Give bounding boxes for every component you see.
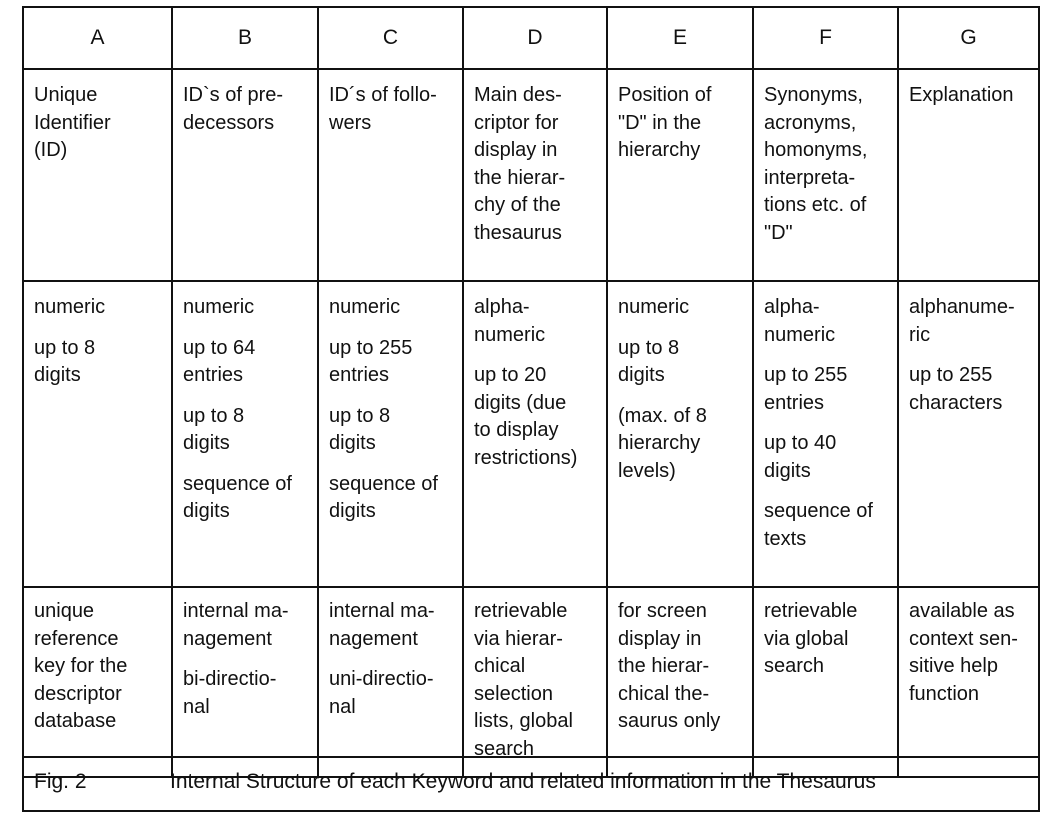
cell-line: digits (due [474, 391, 567, 414]
cell-line: up to 255 [329, 336, 413, 359]
cell-line: digits [329, 432, 376, 454]
table-cell-f [753, 69, 898, 281]
table-cell-c [318, 69, 463, 281]
cell-line: hierarchy [618, 139, 701, 161]
figure-number: Fig. 2 [34, 770, 87, 793]
cell-line: alpha- [474, 296, 530, 318]
cell-line: alphanume- [909, 296, 1015, 318]
cell-line: nagement [183, 627, 272, 650]
table-cell-a [24, 281, 172, 587]
cell-line: digits [329, 500, 376, 522]
cell-line: nagement [329, 627, 418, 650]
table-cell-c [318, 281, 463, 587]
cell-line: display in [618, 627, 702, 650]
cell-line: numeric [183, 296, 255, 318]
figure-caption-text: Internal Structure of each Keyword and related information in the Thesaurus [170, 770, 876, 793]
column-header-b: B [172, 8, 318, 69]
cell-line: context sen- [909, 627, 1018, 650]
cell-line: digits [34, 364, 81, 386]
cell-line: interpreta- [764, 166, 856, 189]
cell-line: up to 255 [764, 364, 848, 386]
column-header-a: A [24, 8, 172, 69]
table-cell-b [172, 69, 318, 281]
cell-line: retrievable [474, 600, 568, 622]
cell-line: Unique [34, 84, 98, 106]
cell-line: up to 8 [34, 336, 96, 359]
cell-line: available as [909, 600, 1015, 622]
cell-line: numeric [34, 296, 106, 318]
column-header-row [24, 8, 1038, 69]
cell-line: entries [183, 364, 244, 386]
cell-line: database [34, 710, 117, 732]
cell-line: chy of the [474, 194, 561, 216]
cell-line: texts [764, 527, 807, 550]
cell-line: digits [618, 364, 665, 386]
cell-line: via hierar- [474, 627, 563, 650]
cell-line: Position of [618, 84, 712, 106]
cell-line: characters [909, 391, 1003, 414]
cell-line: ID`s of pre- [183, 84, 284, 106]
cell-line: the hierar- [618, 655, 710, 677]
cell-line: the hierar- [474, 166, 566, 189]
column-header-e: E [607, 8, 753, 69]
cell-line: up to 40 [764, 432, 837, 454]
cell-line: internal ma- [329, 600, 435, 622]
cell-line: decessors [183, 111, 275, 134]
column-header-g: G [898, 8, 1038, 69]
cell-line: digits [183, 500, 230, 522]
cell-line: via global [764, 627, 849, 650]
cell-line: up to 8 [183, 404, 245, 427]
cell-line: uni-directio- [329, 668, 434, 690]
cell-line: display in [474, 139, 558, 161]
cell-line: sitive help [909, 655, 998, 677]
column-header-f: F [753, 8, 898, 69]
cell-line: numeric [329, 296, 401, 318]
table-cell-d [463, 587, 607, 777]
cell-line: Identifier [34, 111, 111, 134]
table-cell-a [24, 587, 172, 777]
table-cell-g [898, 69, 1038, 281]
figure-frame [22, 6, 1040, 812]
cell-line: reference [34, 627, 119, 650]
table-cell-b [172, 281, 318, 587]
cell-line: restrictions) [474, 446, 578, 469]
cell-line: chical [474, 655, 526, 677]
cell-line: unique [34, 600, 95, 622]
cell-line: ID´s of follo- [329, 84, 437, 106]
cell-line: Main des- [474, 84, 562, 106]
keyword-structure-table [24, 8, 1038, 778]
cell-line: up to 64 [183, 336, 256, 359]
cell-line: to display [474, 419, 559, 441]
cell-line: nal [183, 695, 210, 718]
cell-line: up to 8 [329, 404, 391, 427]
cell-line: (ID) [34, 139, 68, 161]
column-header-c: C [318, 8, 463, 69]
cell-line: nal [329, 695, 356, 718]
cell-line: (max. of 8 [618, 404, 707, 427]
table-cell-f [753, 587, 898, 777]
cell-line: up to 8 [618, 336, 680, 359]
cell-line: numeric [474, 323, 546, 346]
cell-line: "D" [764, 221, 793, 244]
cell-line: bi-directio- [183, 668, 277, 690]
cell-line: alpha- [764, 296, 820, 318]
cell-line: thesaurus [474, 221, 562, 244]
table-cell-c [318, 587, 463, 777]
cell-line: homonyms, [764, 139, 868, 161]
table-cell-b [172, 587, 318, 777]
cell-line: digits [183, 432, 230, 454]
cell-line: numeric [764, 323, 836, 346]
cell-line: "D" in the [618, 111, 702, 134]
cell-line: wers [329, 111, 372, 134]
cell-line: descriptor [34, 682, 122, 705]
description-row [24, 69, 1038, 281]
cell-line: saurus only [618, 710, 721, 732]
cell-line: selection [474, 682, 553, 705]
table-cell-g [898, 587, 1038, 777]
cell-line: lists, global [474, 710, 573, 732]
cell-line: for screen [618, 600, 707, 622]
cell-line: tions etc. of [764, 194, 867, 216]
cell-line: entries [329, 364, 390, 386]
usage-row [24, 587, 1038, 777]
table-cell-g [898, 281, 1038, 587]
cell-line: search [474, 737, 535, 760]
cell-line: function [909, 682, 980, 705]
cell-line: hierarchy [618, 432, 701, 454]
table-cell-f [753, 281, 898, 587]
cell-line: digits [764, 459, 811, 482]
format-row [24, 281, 1038, 587]
table-cell-d [463, 281, 607, 587]
cell-line: levels) [618, 459, 676, 482]
cell-line: sequence of [764, 500, 873, 522]
cell-line: entries [764, 391, 825, 414]
table-cell-a [24, 69, 172, 281]
cell-line: sequence of [183, 472, 292, 495]
cell-line: Synonyms, [764, 84, 863, 106]
cell-line: acronyms, [764, 111, 857, 134]
cell-line: key for the [34, 655, 128, 677]
table-cell-e [607, 281, 753, 587]
column-header-d: D [463, 8, 607, 69]
cell-line: retrievable [764, 600, 858, 622]
cell-line: up to 20 [474, 364, 547, 386]
cell-line: criptor for [474, 111, 559, 134]
table-cell-d [463, 69, 607, 281]
cell-line: sequence of [329, 472, 438, 495]
figure-caption [24, 756, 1038, 810]
cell-line: numeric [618, 296, 690, 318]
cell-line: search [764, 655, 825, 677]
cell-line: internal ma- [183, 600, 289, 622]
cell-line: ric [909, 323, 931, 346]
table-cell-e [607, 69, 753, 281]
cell-line: up to 255 [909, 364, 993, 386]
cell-line: Explanation [909, 84, 1014, 106]
table-cell-e [607, 587, 753, 777]
cell-line: chical the- [618, 682, 710, 705]
